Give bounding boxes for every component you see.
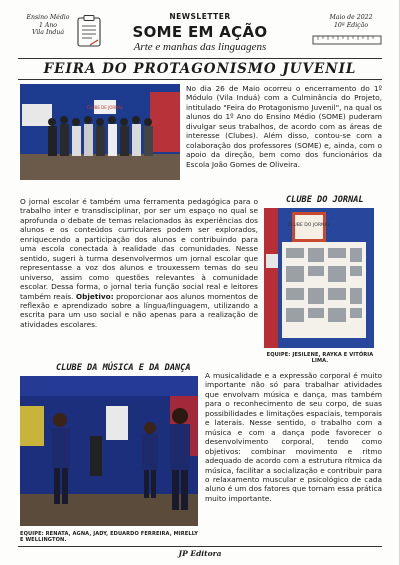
header-left-line-2: 1 Ano xyxy=(38,21,58,29)
divider-bottom xyxy=(18,546,382,547)
photo-bulletin-board xyxy=(264,208,374,348)
article-intro: No dia 26 de Maio ocorreu o encerramento do 1º Módulo (Vila Induá) com a Culminância do Projeto, intitulado "Feira do Protagonismo Juvenil", na qual os alunos do 1º Ano do Ensino Médio (SOME) puderam divulgar seus trabalhos, de acordo com as áreas de interesse (Clubes). Além disso, contou-se com a colaboração dos professores (SOME) e, ainda, com o apoio da direção, bem como dos funcionários da Escola João Gomes de Oliveira. xyxy=(186,84,382,169)
article-musica: A musicalidade e a expressão corporal é muito importante não só para trabalhar atividades que envolvam música e dança, mas também para o reconhecimento de seu corpo, de suas possibilidades e limitações espaciais, temporais e laterais. Nesse sentido, o trabalho com a música e com a dança pode favorecer o desenvolvimento corporal, tendo como objetivos: combinar movimento e ritmo adequado de acordo com a estrutura rítmica da música, facilitar a socialização e contribuir para o relaxamento muscular e psicológico de cada aluno é um dos fatores que tornam essa prática muito importante. xyxy=(205,371,382,503)
article-jornal xyxy=(20,197,258,329)
divider-top-2 xyxy=(18,79,382,80)
footer-publisher: JP Editora xyxy=(178,549,222,558)
header-right-info xyxy=(318,14,384,29)
masthead xyxy=(110,12,290,53)
article-jornal-objective: proporcionar aos alunos momentos de reflexão e aprendizado sobre a língua/linguagem, utilizando a escrita para um uso social e não apenas para a realização de atividades escolares. xyxy=(20,291,258,329)
board-sign-label: CLUBE DO JORNAL xyxy=(287,223,331,228)
ruler-icon xyxy=(312,34,382,46)
section-title: FEIRA DO PROTAGONISMO JUVENIL xyxy=(43,61,357,77)
header-left-line-3: Vila Induá xyxy=(31,29,65,37)
divider-top xyxy=(18,58,382,59)
clube-jornal-title: CLUBE DO JORNAL xyxy=(286,195,364,205)
article-jornal-text: O jornal escolar é também uma ferramenta pedagógica para o trabalho inter e transdisciplinar, por ser um espaço no qual se aprofunda o debate de temas relacionados às experiências dos alunos e os conteúdos curriculares podem ser explorados, enriquecendo a participação dos alunos e contribuindo para uma escola conectada à realidade das comunidades. Nesse sentido, sugeri à turma desenvolvermos um jornal escolar que representasse a voz dos alunos e trouxessem temas do seu universo, assim como questões relevantes à comunidade escolar. Dessa forma, o jornal teria função social real e leitores também reais. xyxy=(20,197,258,301)
clube-musica-title: CLUBE DA MÚSICA E DA DANÇA xyxy=(56,363,191,373)
header-left-line-1: Ensino Médio xyxy=(26,14,70,21)
article-jornal-objective-label: Objetivo: xyxy=(75,291,114,301)
photo-sign-label: CLUBE DE JORNAL xyxy=(86,105,124,110)
header-left-info xyxy=(18,14,78,37)
edition-number: 10ª Edição xyxy=(333,21,369,29)
newsletter-title: SOME EM AÇÃO xyxy=(132,23,268,41)
photo-dance-group xyxy=(20,376,198,526)
photo-fair-group xyxy=(20,84,180,180)
newsletter-label: NEWSLETTER xyxy=(169,12,231,21)
clube-musica-caption: EQUIPE: RENATA, AGNA, JADY, EDUARDO FERREIRA, MIRELLY E WELLINGTON. xyxy=(20,531,199,543)
edition-date: Maio de 2022 xyxy=(329,14,373,21)
clipboard-icon xyxy=(76,14,102,48)
newsletter-subtitle: Arte e manhas das linguagens xyxy=(133,41,267,53)
clube-jornal-caption: EQUIPE: JESILENE, RAYKA E VITÓRIA LIMA. xyxy=(266,352,374,364)
